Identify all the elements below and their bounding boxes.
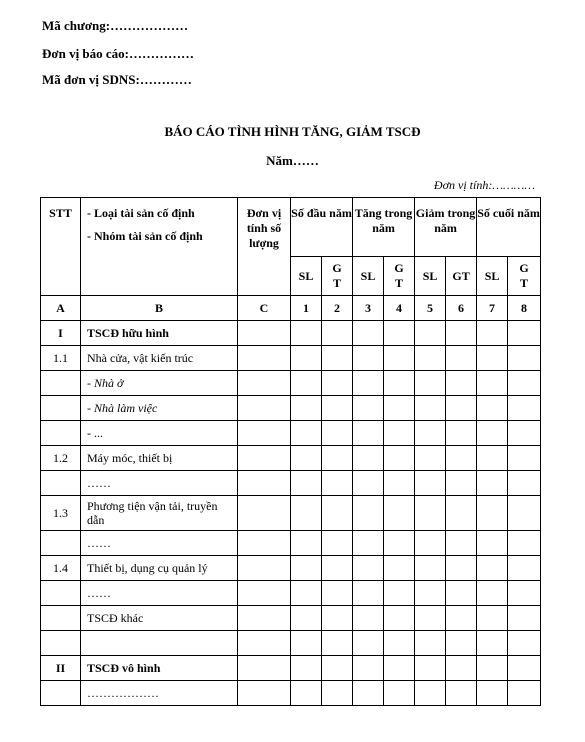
row-value-cell: [446, 496, 477, 531]
subheader-sl: SL: [291, 257, 322, 296]
table-row: [41, 606, 541, 631]
row-value-cell: [238, 396, 291, 421]
row-value-cell: [446, 531, 477, 556]
row-value-cell: [238, 346, 291, 371]
table-row: [41, 371, 541, 396]
row-asset-name: Phương tiện vận tải, truyền dẫn: [81, 496, 238, 531]
row-value-cell: [238, 656, 291, 681]
ma-chuong-label: Mã chương:………………: [42, 18, 189, 33]
row-value-cell: [415, 421, 446, 446]
row-value-cell: [353, 606, 384, 631]
row-value-cell: [353, 556, 384, 581]
row-asset-name: ……: [81, 471, 238, 496]
row-value-cell: [477, 321, 508, 346]
row-value-cell: [291, 631, 322, 656]
row-value-cell: [477, 531, 508, 556]
subheader-gt: GT: [508, 257, 541, 296]
header-increase: Tăng trong năm: [353, 198, 415, 257]
row-value-cell: [322, 371, 353, 396]
row-asset-name: Nhà cửa, vật kiến trúc: [81, 346, 238, 371]
row-value-cell: [477, 496, 508, 531]
row-value-cell: [291, 321, 322, 346]
row-value-cell: [446, 631, 477, 656]
header-end-year: Số cuối năm: [477, 198, 541, 257]
row-value-cell: [291, 581, 322, 606]
row-value-cell: [415, 371, 446, 396]
don-vi-bao-cao-label: Đơn vị báo cáo:……………: [42, 46, 195, 61]
row-value-cell: [322, 346, 353, 371]
row-value-cell: [508, 556, 541, 581]
row-stt: 1.2: [41, 446, 81, 471]
row-value-cell: [415, 681, 446, 706]
row-value-cell: [508, 446, 541, 471]
row-value-cell: [477, 371, 508, 396]
row-value-cell: [477, 681, 508, 706]
row-value-cell: [415, 446, 446, 471]
unit-label: Đơn vị tính:…………: [433, 178, 535, 192]
row-value-cell: [238, 496, 291, 531]
row-value-cell: [291, 421, 322, 446]
row-value-cell: [291, 656, 322, 681]
row-value-cell: [508, 631, 541, 656]
row-value-cell: [322, 421, 353, 446]
row-value-cell: [415, 556, 446, 581]
row-value-cell: [322, 681, 353, 706]
table-row: [41, 421, 541, 446]
row-value-cell: [238, 471, 291, 496]
row-value-cell: [384, 446, 415, 471]
row-value-cell: [477, 631, 508, 656]
row-value-cell: [477, 421, 508, 446]
table-row: [41, 681, 541, 706]
row-value-cell: [446, 581, 477, 606]
table-row: [41, 496, 541, 531]
row-value-cell: [508, 371, 541, 396]
row-value-cell: [291, 496, 322, 531]
table-row: [41, 631, 541, 656]
table-row: [41, 531, 541, 556]
row-value-cell: [238, 581, 291, 606]
row-value-cell: [322, 471, 353, 496]
row-value-cell: [446, 421, 477, 446]
report-title: BÁO CÁO TÌNH HÌNH TĂNG, GIẢM TSCĐ: [164, 124, 421, 139]
row-value-cell: [508, 581, 541, 606]
table-row: [41, 656, 541, 681]
subheader-sl: SL: [477, 257, 508, 296]
row-value-cell: [415, 396, 446, 421]
row-value-cell: [384, 556, 415, 581]
row-asset-name: - Nhà ở: [81, 371, 238, 396]
index-cell: 5: [415, 296, 446, 321]
row-value-cell: [508, 606, 541, 631]
row-value-cell: [238, 321, 291, 346]
row-value-cell: [477, 346, 508, 371]
row-value-cell: [415, 321, 446, 346]
row-value-cell: [291, 531, 322, 556]
row-value-cell: [322, 606, 353, 631]
row-value-cell: [291, 371, 322, 396]
row-value-cell: [384, 371, 415, 396]
header-decrease: Giảm trong năm: [415, 198, 477, 257]
row-value-cell: [477, 556, 508, 581]
row-value-cell: [322, 581, 353, 606]
row-value-cell: [291, 346, 322, 371]
row-value-cell: [322, 656, 353, 681]
row-value-cell: [384, 396, 415, 421]
row-stt: [41, 631, 81, 656]
row-value-cell: [446, 471, 477, 496]
row-value-cell: [508, 346, 541, 371]
row-value-cell: [238, 556, 291, 581]
row-value-cell: [238, 681, 291, 706]
row-stt: [41, 396, 81, 421]
row-value-cell: [353, 421, 384, 446]
row-value-cell: [446, 446, 477, 471]
row-stt: II: [41, 656, 81, 681]
table-row: [41, 446, 541, 471]
row-stt: I: [41, 321, 81, 346]
row-value-cell: [415, 656, 446, 681]
row-value-cell: [322, 321, 353, 346]
row-value-cell: [291, 471, 322, 496]
row-value-cell: [508, 531, 541, 556]
row-stt: [41, 581, 81, 606]
row-value-cell: [384, 656, 415, 681]
row-value-cell: [384, 581, 415, 606]
row-stt: [41, 531, 81, 556]
index-cell: 3: [353, 296, 384, 321]
row-value-cell: [415, 496, 446, 531]
row-value-cell: [508, 681, 541, 706]
row-value-cell: [446, 556, 477, 581]
row-value-cell: [353, 656, 384, 681]
table-row: [41, 581, 541, 606]
row-value-cell: [384, 531, 415, 556]
row-value-cell: [291, 556, 322, 581]
row-value-cell: [508, 321, 541, 346]
row-asset-name: ……: [81, 581, 238, 606]
row-value-cell: [322, 531, 353, 556]
header-asset-type-line1: - Loại tài sản cố định: [87, 206, 195, 220]
row-stt: [41, 681, 81, 706]
row-stt: 1.4: [41, 556, 81, 581]
row-stt: [41, 421, 81, 446]
row-value-cell: [415, 581, 446, 606]
index-cell: 2: [322, 296, 353, 321]
table-row: [41, 346, 541, 371]
row-value-cell: [446, 321, 477, 346]
row-value-cell: [238, 446, 291, 471]
row-value-cell: [353, 681, 384, 706]
row-asset-name: TSCĐ hữu hình: [81, 321, 238, 346]
row-value-cell: [322, 496, 353, 531]
row-value-cell: [322, 631, 353, 656]
table-row: [41, 396, 541, 421]
header-unit-quantity: Đơn vị tính số lượng: [238, 198, 291, 296]
row-value-cell: [415, 606, 446, 631]
row-value-cell: [477, 606, 508, 631]
row-asset-name: - Nhà làm việc: [81, 396, 238, 421]
row-stt: [41, 606, 81, 631]
subheader-sl: SL: [415, 257, 446, 296]
row-value-cell: [238, 371, 291, 396]
row-asset-name: - ...: [81, 421, 238, 446]
row-value-cell: [477, 396, 508, 421]
row-value-cell: [291, 606, 322, 631]
row-value-cell: [446, 681, 477, 706]
row-value-cell: [384, 681, 415, 706]
row-stt: [41, 371, 81, 396]
row-value-cell: [415, 471, 446, 496]
row-value-cell: [415, 531, 446, 556]
table-row: [41, 321, 541, 346]
header-start-year: Số đầu năm: [291, 198, 353, 257]
row-value-cell: [291, 446, 322, 471]
subheader-gt: GT: [446, 257, 477, 296]
header-stt: STT: [41, 198, 81, 296]
row-stt: 1.1: [41, 346, 81, 371]
row-stt: 1.3: [41, 496, 81, 531]
header-asset-type: [81, 198, 238, 296]
row-value-cell: [353, 631, 384, 656]
row-value-cell: [353, 581, 384, 606]
row-value-cell: [353, 371, 384, 396]
row-asset-name: TSCĐ khác: [81, 606, 238, 631]
row-value-cell: [353, 471, 384, 496]
row-value-cell: [353, 321, 384, 346]
row-value-cell: [384, 346, 415, 371]
index-cell: A: [41, 296, 81, 321]
index-cell: 4: [384, 296, 415, 321]
index-cell: 6: [446, 296, 477, 321]
fixed-asset-table: [40, 197, 541, 706]
row-value-cell: [353, 496, 384, 531]
row-value-cell: [477, 581, 508, 606]
row-value-cell: [384, 471, 415, 496]
row-value-cell: [446, 656, 477, 681]
row-asset-name: [81, 631, 238, 656]
row-asset-name: Máy móc, thiết bị: [81, 446, 238, 471]
index-cell: 8: [508, 296, 541, 321]
row-value-cell: [322, 556, 353, 581]
header-asset-group-line2: - Nhóm tài sản cố định: [87, 229, 203, 243]
row-value-cell: [353, 346, 384, 371]
index-cell: C: [238, 296, 291, 321]
row-value-cell: [384, 421, 415, 446]
row-value-cell: [508, 396, 541, 421]
row-value-cell: [322, 396, 353, 421]
row-value-cell: [291, 396, 322, 421]
row-value-cell: [353, 531, 384, 556]
subheader-sl: SL: [353, 257, 384, 296]
row-value-cell: [384, 606, 415, 631]
index-cell: 1: [291, 296, 322, 321]
table-row: [41, 556, 541, 581]
subheader-gt: GT: [322, 257, 353, 296]
row-value-cell: [238, 606, 291, 631]
row-value-cell: [446, 371, 477, 396]
ma-don-vi-label: Mã đơn vị SDNS:…………: [42, 72, 192, 87]
index-cell: 7: [477, 296, 508, 321]
row-value-cell: [291, 681, 322, 706]
row-value-cell: [477, 656, 508, 681]
row-value-cell: [508, 656, 541, 681]
row-value-cell: [508, 421, 541, 446]
table-row: [41, 471, 541, 496]
row-value-cell: [384, 496, 415, 531]
row-value-cell: [384, 321, 415, 346]
row-value-cell: [508, 496, 541, 531]
index-cell: B: [81, 296, 238, 321]
row-value-cell: [415, 631, 446, 656]
row-value-cell: [238, 421, 291, 446]
row-asset-name: ……: [81, 531, 238, 556]
row-asset-name: TSCĐ vô hình: [81, 656, 238, 681]
row-value-cell: [446, 606, 477, 631]
row-value-cell: [415, 346, 446, 371]
row-value-cell: [446, 396, 477, 421]
row-value-cell: [238, 631, 291, 656]
row-stt: [41, 471, 81, 496]
row-value-cell: [238, 531, 291, 556]
row-value-cell: [446, 346, 477, 371]
row-value-cell: [477, 446, 508, 471]
row-value-cell: [508, 471, 541, 496]
row-asset-name: Thiết bị, dụng cụ quản lý: [81, 556, 238, 581]
row-value-cell: [384, 631, 415, 656]
row-value-cell: [353, 446, 384, 471]
subheader-gt: GT: [384, 257, 415, 296]
row-value-cell: [353, 396, 384, 421]
report-year: Năm……: [266, 153, 319, 168]
row-value-cell: [322, 446, 353, 471]
row-asset-name: ………………: [81, 681, 238, 706]
row-value-cell: [477, 471, 508, 496]
